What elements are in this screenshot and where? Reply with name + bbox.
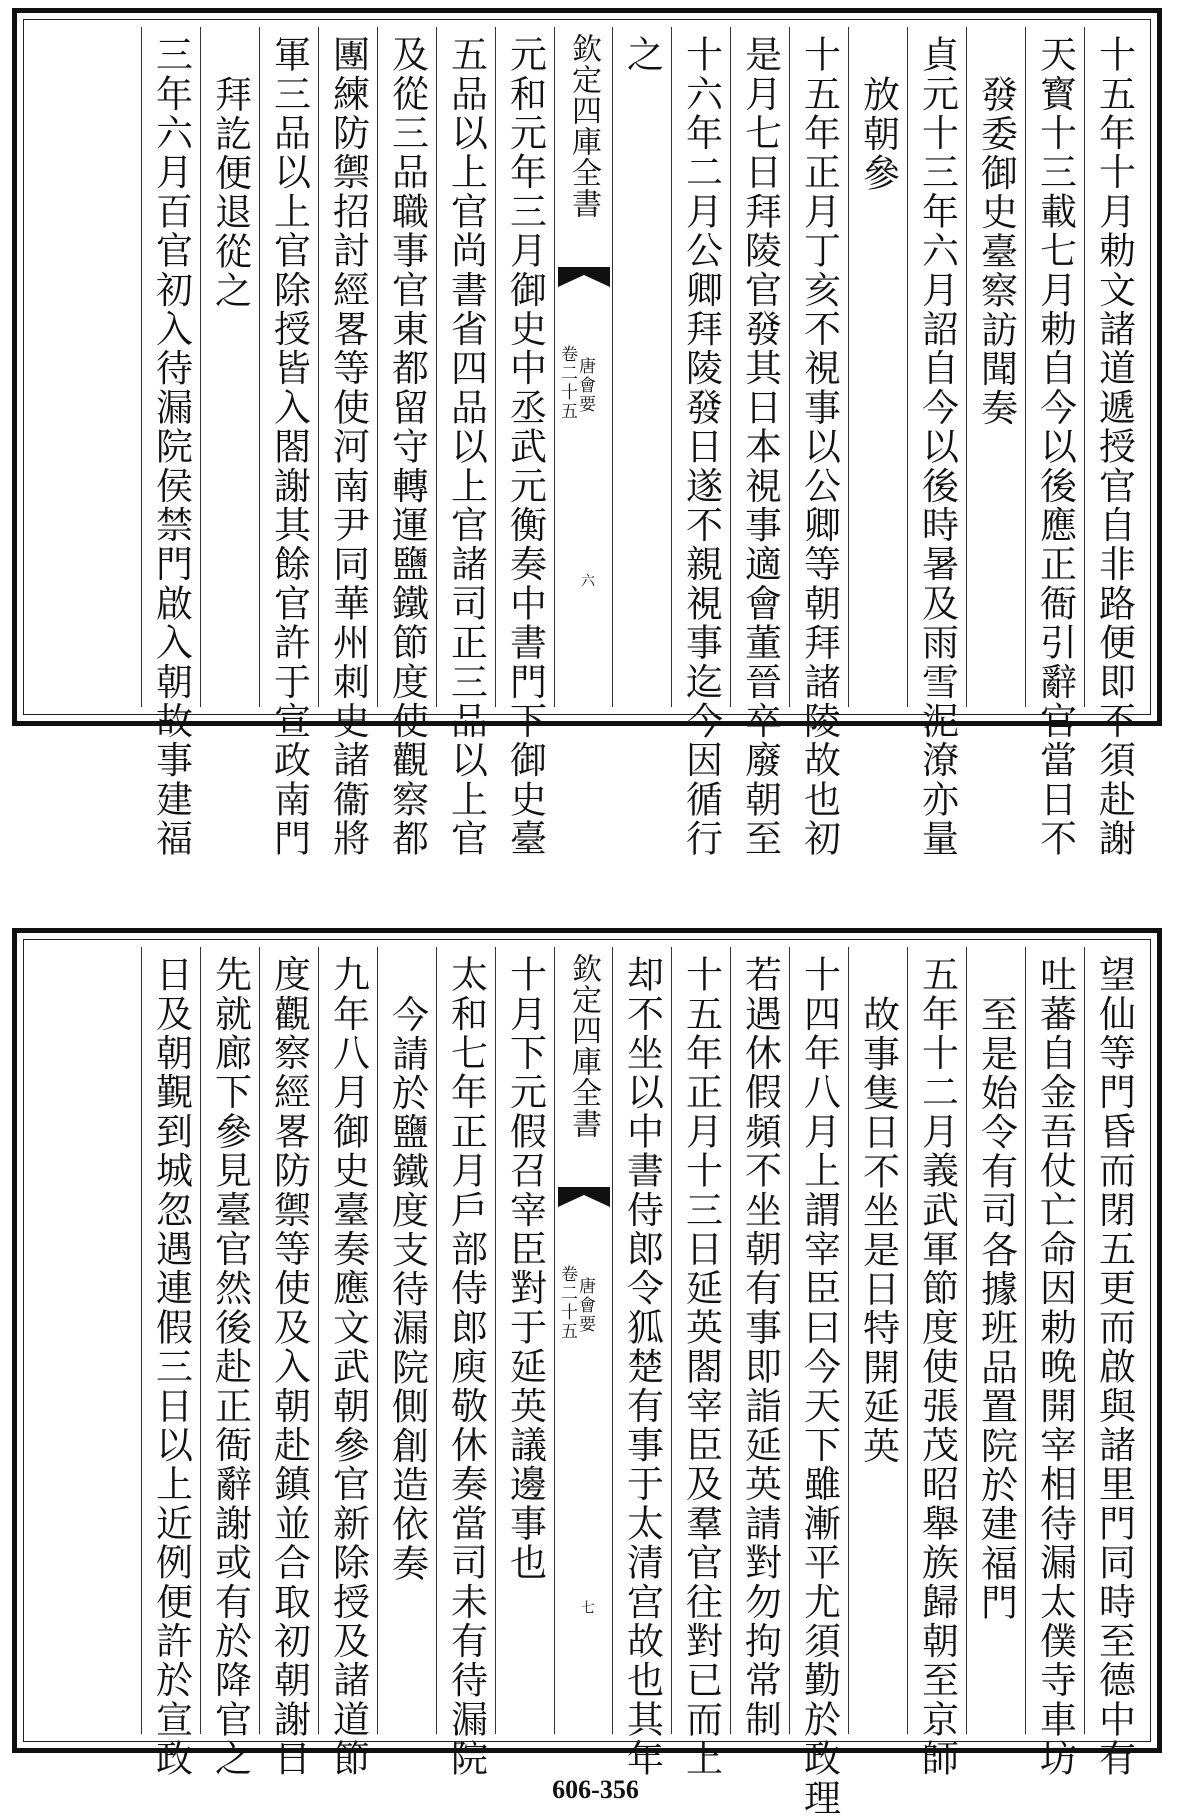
top-page — [12, 8, 1162, 859]
column-text: 九年八月御史臺奏應文武朝參官新除授及諸道節 — [326, 955, 370, 1779]
fish-tail-upper-ornament — [558, 1187, 610, 1207]
text-column — [671, 947, 730, 1779]
text-column — [612, 947, 671, 1779]
center-fold-column — [554, 27, 612, 707]
volume-label: 卷二十五 — [557, 345, 577, 421]
text-column — [259, 947, 318, 1779]
text-column — [966, 27, 1025, 707]
column-text: 故事隻日不坐是日特開延英 — [856, 995, 900, 1466]
column-text: 却不坐以中書侍郎令狐楚有事于太清宫故也其年 — [620, 955, 664, 1779]
text-column — [495, 27, 554, 859]
text-column — [436, 27, 495, 859]
column-text: 拜訖便退從之 — [208, 75, 252, 311]
column-text: 先就廊下參見臺官然後赴正衙辭謝或有於降官之 — [208, 955, 252, 1779]
text-column — [789, 27, 848, 859]
text-column — [436, 947, 495, 1779]
book-title: 唐會要 — [575, 357, 595, 414]
column-text: 十四年八月上謂宰臣曰今天下雖漸平尤須勤於政理 — [797, 955, 841, 1817]
volume-label: 卷二十五 — [557, 1265, 577, 1341]
text-column — [200, 27, 259, 707]
book-title: 唐會要 — [575, 1277, 595, 1334]
text-column — [612, 27, 671, 707]
column-text: 天寳十三載七月勅自今以後應正衙引辭官當日不 — [1033, 35, 1077, 859]
text-column — [907, 947, 966, 1779]
column-text: 之 — [620, 35, 664, 75]
column-text: 十六年二月公卿拜陵發日遂不親視事迄今因循行 — [679, 35, 723, 859]
column-text: 十五年十月勅文諸道遞授官自非路便即不須赴謝 — [1092, 35, 1136, 859]
fish-tail-upper-ornament — [558, 267, 610, 287]
text-column — [966, 947, 1025, 1734]
page-number: 606-356 — [552, 1775, 639, 1804]
text-column — [141, 947, 200, 1779]
text-column — [1025, 27, 1084, 859]
collection-title: 欽定四庫全書 — [566, 33, 601, 219]
text-column — [848, 27, 907, 707]
column-text: 是月七日拜陵官發其日本視事適會董晉卒廢朝至 — [738, 35, 782, 859]
text-column — [1084, 947, 1143, 1779]
center-fold-column — [554, 947, 612, 1734]
leaf-number: 六 — [579, 573, 595, 587]
text-column — [377, 27, 436, 859]
column-text: 十五年正月十三日延英閤宰臣及羣官往對已而上 — [679, 955, 723, 1779]
column-text: 至是始令有司各據班品置院於建福門 — [974, 995, 1018, 1623]
column-text: 及從三品職事官東都留守轉運鹽鐵節度使觀察都 — [385, 35, 429, 859]
text-column — [318, 947, 377, 1779]
text-column — [495, 947, 554, 1734]
column-text: 若遇休假頻不坐朝有事即詣延英請對勿拘常制 — [738, 955, 782, 1739]
text-column — [730, 27, 789, 859]
column-text: 今請於鹽鐵度支待漏院側創造依奏 — [385, 995, 429, 1583]
column-text: 發委御史臺察訪聞奏 — [974, 75, 1018, 428]
text-column — [141, 27, 200, 859]
column-text: 度觀察經畧防禦等使及入朝赴鎮並合取初朝謝日 — [267, 955, 311, 1779]
text-column — [671, 27, 730, 859]
text-column — [1025, 947, 1084, 1779]
column-text: 望仙等門昏而閉五更而啟與諸里門同時至德中有 — [1092, 955, 1136, 1779]
column-text: 五年十二月義武軍節度使張茂昭舉族歸朝至京師 — [915, 955, 959, 1779]
text-column — [200, 947, 259, 1779]
text-column — [907, 27, 966, 859]
column-text: 團練防禦招討經畧等使河南尹同華州刺史諸衞將 — [326, 35, 370, 859]
text-column — [259, 27, 318, 859]
column-text: 貞元十三年六月詔自今以後時暑及雨雪泥潦亦量 — [915, 35, 959, 859]
text-column — [1084, 27, 1143, 859]
column-text: 太和七年正月戶部侍郎庾敬休奏當司未有待漏院 — [444, 955, 488, 1779]
text-column — [789, 947, 848, 1817]
column-text: 日及朝覲到城忽遇連假三日以上近例便許於宣政 — [149, 955, 193, 1779]
text-column — [848, 947, 907, 1734]
text-column — [318, 27, 377, 859]
column-text: 放朝參 — [856, 75, 900, 193]
column-text: 軍三品以上官除授皆入閤謝其餘官許于宣政南門 — [267, 35, 311, 859]
collection-title: 欽定四庫全書 — [566, 953, 601, 1139]
column-text: 十月下元假召宰臣對于延英議邊事也 — [503, 955, 547, 1583]
column-text: 三年六月百官初入待漏院侯禁門啟入朝故事建福 — [149, 35, 193, 859]
text-column — [377, 947, 436, 1734]
column-text: 吐蕃自金吾仗亡命因勅晚開宰相待漏太僕寺車坊 — [1033, 955, 1077, 1779]
column-text: 十五年正月丁亥不視事以公卿等朝拜諸陵故也初 — [797, 35, 841, 859]
column-text: 五品以上官尚書省四品以上官諸司正三品以上官 — [444, 35, 488, 859]
column-text: 元和元年三月御史中丞武元衡奏中書門下御史臺 — [503, 35, 547, 859]
leaf-number: 七 — [579, 1600, 595, 1614]
text-column — [730, 947, 789, 1739]
top-page-columns — [31, 27, 1143, 859]
